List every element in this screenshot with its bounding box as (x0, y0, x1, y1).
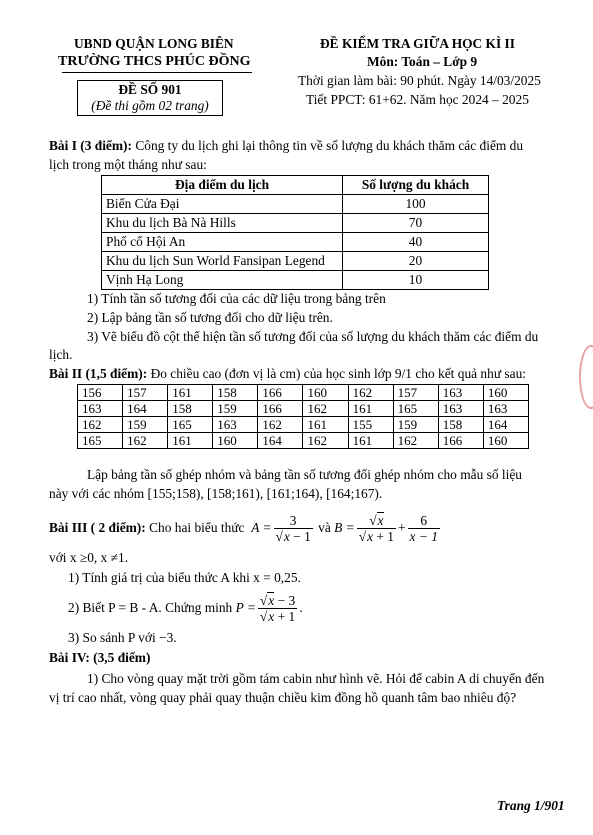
height-cell: 163 (438, 401, 483, 417)
height-cell: 161 (168, 433, 213, 449)
subject: Môn: Toán – Lớp 9 (367, 54, 478, 69)
table-row (78, 433, 529, 449)
bai3-q2: 2) Biết P = B - A. Chứng minh P = $\frac{√x - 3}{√x + 1}$ . (68, 592, 303, 624)
height-cell: 163 (483, 401, 528, 417)
expr-b-den: √x + 1 (358, 528, 394, 544)
expr-p-den-rest: + 1 (274, 608, 296, 624)
height-cell: 166 (258, 401, 303, 417)
bai1-q3a: 3) Vẽ biểu đồ cột thể hiện tần số tương đối của số lượng du khách thăm các điểm du (87, 329, 539, 344)
period-info: Tiết PPCT: 61+62. Năm học 2024 – 2025 (306, 92, 529, 107)
expr-b-den-sqrt: x (367, 528, 374, 544)
expr-a-den-rest: − 1 (289, 528, 311, 544)
height-cell: 162 (348, 385, 393, 401)
height-cell: 166 (438, 433, 483, 449)
bai2-para2: này với các nhóm [155;158), [158;161), [161;164), [164;167). (49, 486, 383, 501)
expr-a-fraction (274, 513, 313, 544)
bai4-title: Bài IV: (3,5 điểm) (49, 650, 151, 665)
bai2-title: Bài II (1,5 điểm): (49, 366, 148, 381)
table-row (102, 252, 489, 271)
bai2-text: Đo chiều cao (đơn vị là cm) của học sinh lớp 9/1 cho kết quả như sau: (150, 366, 526, 381)
height-cell: 159 (123, 417, 168, 433)
height-cell: 162 (123, 433, 168, 449)
height-cell: 155 (348, 417, 393, 433)
place-cell: Phố cổ Hội An (102, 233, 343, 252)
bai3-q3: 3) So sánh P với −3. (68, 630, 177, 645)
count-cell: 70 (343, 214, 489, 233)
bai3-q2-text: 2) Biết P = B - A. Chứng minh (68, 600, 233, 615)
expr-b-num: √x (357, 513, 396, 529)
height-cell: 165 (168, 417, 213, 433)
exam-code-box (77, 80, 223, 116)
bai3-condition: với x ≥0, x ≠1. (49, 550, 129, 565)
expr-b-fraction1 (357, 513, 396, 544)
expr-p-num-sqrt: x (268, 592, 275, 608)
height-cell: 161 (348, 433, 393, 449)
height-cell: 158 (168, 401, 213, 417)
count-cell: 100 (343, 195, 489, 214)
height-cell: 159 (393, 417, 438, 433)
expr-a-den: √x − 1 (275, 528, 311, 544)
expr-b2-den: x − 1 (409, 528, 438, 544)
height-cell: 164 (123, 401, 168, 417)
place-cell: Biển Cửa Đại (102, 195, 343, 214)
table-row (78, 401, 529, 417)
height-cell: 157 (123, 385, 168, 401)
height-cell: 158 (213, 385, 258, 401)
height-cell: 160 (303, 385, 348, 401)
bai2-para1: Lập bảng tần số ghép nhóm và bảng tần số tương đối ghép nhóm cho mẫu số liệu (87, 467, 522, 482)
height-cell: 160 (483, 433, 528, 449)
table-row (102, 195, 489, 214)
expr-a-num: 3 (274, 513, 313, 529)
table-row (78, 417, 529, 433)
height-cell: 166 (258, 385, 303, 401)
height-cell: 158 (438, 417, 483, 433)
expr-b-fraction2 (408, 513, 440, 544)
expr-p-den: √x + 1 (259, 608, 296, 624)
bai1-q1: 1) Tính tần số tương đối của các dữ liệu trong bảng trên (87, 291, 386, 306)
table-row (102, 233, 489, 252)
expr-p-fraction (258, 593, 297, 624)
table-row (102, 271, 489, 290)
height-cell: 164 (258, 433, 303, 449)
height-cell: 165 (78, 433, 123, 449)
bai1-q2: 2) Lập bảng tần số tương đối cho dữ liệu trên. (87, 310, 333, 325)
expr-b-label: B = (334, 520, 355, 535)
height-cell: 160 (483, 385, 528, 401)
height-cell: 160 (213, 433, 258, 449)
place-cell: Khu du lịch Bà Nà Hills (102, 214, 343, 233)
expr-b-num-sqrt: x (377, 512, 384, 528)
page-count: (Đề thi gồm 02 trang) (91, 98, 209, 113)
heights-table (77, 384, 529, 449)
height-cell: 164 (483, 417, 528, 433)
height-cell: 162 (258, 417, 303, 433)
tourism-table (101, 175, 489, 290)
school-name: TRƯỜNG THCS PHÚC ĐỒNG (58, 54, 251, 69)
bai4-q1a: 1) Cho vòng quay mặt trời gồm tám cabin như hình vẽ. Hỏi để cabin A di chuyển đến (87, 671, 545, 686)
col-count-header: Số lượng du khách (343, 176, 489, 195)
count-cell: 20 (343, 252, 489, 271)
exam-time: Thời gian làm bài: 90 phút. Ngày 14/03/2025 (298, 73, 541, 88)
height-cell: 162 (393, 433, 438, 449)
height-cell: 161 (168, 385, 213, 401)
place-cell: Vịnh Hạ Long (102, 271, 343, 290)
height-cell: 157 (393, 385, 438, 401)
count-cell: 10 (343, 271, 489, 290)
bai1-intro (49, 138, 523, 154)
bai1-q3b: lịch. (49, 347, 73, 362)
height-cell: 161 (303, 417, 348, 433)
page-footer: Trang 1/901 (497, 798, 565, 813)
bai1-title: Bài I (3 điểm): (49, 138, 132, 153)
school-underline (62, 72, 252, 73)
bai3-q1: 1) Tính giá trị của biểu thức A khi x = 0,25. (68, 570, 301, 585)
table-row (102, 214, 489, 233)
count-cell: 40 (343, 233, 489, 252)
expr-p-num-rest: − 3 (274, 592, 296, 608)
height-cell: 162 (303, 433, 348, 449)
height-cell: 156 (78, 385, 123, 401)
expr-p-label: P = (235, 600, 256, 615)
bai3-title: Bài III ( 2 điểm): (49, 520, 146, 535)
expr-a-den-sqrt: x (283, 528, 290, 544)
red-stamp (579, 345, 593, 409)
bai3-intro (49, 508, 442, 548)
bai2-intro (49, 366, 526, 382)
height-cell: 162 (303, 401, 348, 417)
height-cell: 161 (348, 401, 393, 417)
expr-p-den-sqrt: x (268, 608, 275, 624)
and-word: và (318, 520, 331, 535)
height-cell: 163 (78, 401, 123, 417)
height-cell: 165 (393, 401, 438, 417)
expr-p-num: √x − 3 (259, 592, 296, 608)
table-row (78, 385, 529, 401)
exam-title: ĐỀ KIỂM TRA GIỮA HỌC KÌ II (320, 36, 515, 51)
bai4-q1b: vị trí cao nhất, vòng quay phải quay thuận chiều kim đồng hồ quanh tâm bao nhiêu độ? (49, 690, 517, 705)
expr-a-label: A = (251, 520, 272, 535)
exam-code: ĐỀ SỐ 901 (118, 82, 182, 97)
bai1-text2: lịch trong một tháng như sau: (49, 157, 207, 172)
bai1-text1: Công ty du lịch ghi lại thông tin về số lượng du khách thăm các điểm du (135, 138, 524, 153)
plus-sign: + (397, 520, 406, 535)
expr-b-den-rest: + 1 (373, 528, 394, 544)
height-cell: 159 (213, 401, 258, 417)
expr-b2-num: 6 (408, 513, 440, 529)
height-cell: 162 (78, 417, 123, 433)
department-name: UBND QUẬN LONG BIÊN (74, 36, 234, 51)
place-cell: Khu du lịch Sun World Fansipan Legend (102, 252, 343, 271)
bai3-text: Cho hai biểu thức (149, 520, 245, 535)
col-place-header: Địa điểm du lịch (102, 176, 343, 195)
height-cell: 163 (438, 385, 483, 401)
height-cell: 163 (213, 417, 258, 433)
